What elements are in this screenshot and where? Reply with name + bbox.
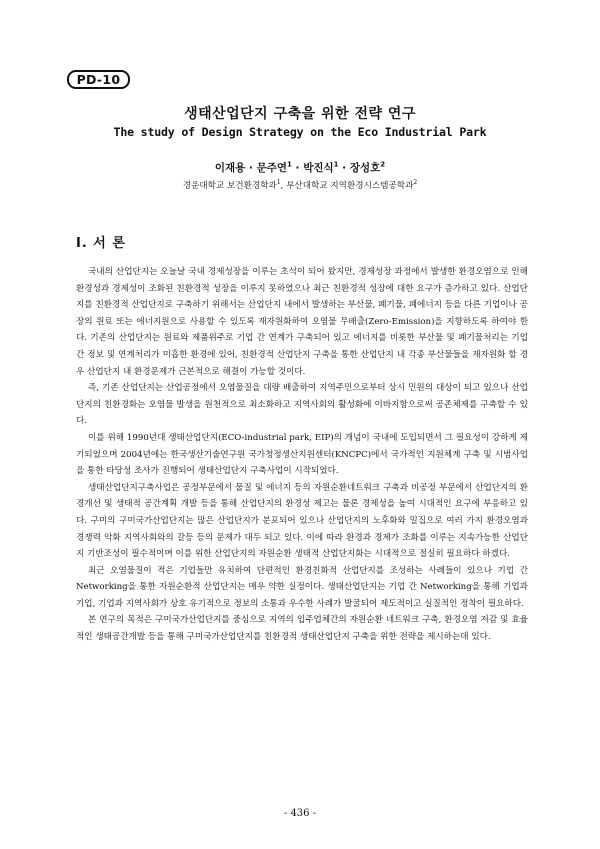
- body-paragraph: 본 연구의 목적은 구미국가산업단지를 중심으로 지역의 입주업체간의 자원순환 네트워크 구축, 환경오염 저감 및 효율적인 생태공간개발 등을 통해 구미국가산업단지를 친환경적 생태산업단지 구축을 위한 전략을 제시하는데 있다.: [76, 615, 528, 643]
- author-separator: ·: [338, 162, 350, 174]
- body-paragraph: 이를 위해 1990년대 생태산업단지(ECO-industrial park, EIP)의 개념이 국내에 도입되면서 그 필요성이 강하게 제기되었으며 2004년에는 한국생산기술연구원 국가청정생산지원센터(KNCPC)에서 국가적인 지원체계 구축 및 시범사업을 통한 타당성 조사가 진행되어 생태산업단지 구축사업이 시작되었다.: [76, 432, 528, 477]
- body-paragraph: 생태산업단지구축사업은 공정부문에서 물질 및 에너지 등의 자원순환네트워크 구축과 비공정 부문에서 산업단지의 환경개선 및 생태적 공간계획 개발 등을 통해 산업단지의 환경성 제고는 물론 경제성을 높여 시대적인 요구에 부응하고 있다. 구미의 구미국가산업단지는 많은 산업단지가 분포되어 있으나 산업단지의 노후화와 밀집으로 여러 가지 환경오염과 경쟁력 악화 지역사회와의 갈등 등의 문제가 대두 되고 있다. 이에 따라 환경과 경제가 조화를 이루는 지속가능한 산업단지 기반조성이 필수적이며 이를 위한 산업단지의 자원순환 생태적 산업단지화는 시대적으로 절실히 필요하다 하겠다.: [76, 482, 528, 560]
- author-separator: ·: [291, 162, 304, 174]
- body-paragraph: 즉, 기존 산업단지는 산업공정에서 오염물질을 대량 배출하여 지역주민으로부터 상시 민원의 대상이 되고 있으나 산업단지의 친환경화는 오염물 발생을 원천적으로 최소화하고 지역사회의 활성화에 이바지함으로써 공존체제를 구축할 수 있다.: [76, 383, 528, 427]
- author-name: 박진식: [303, 162, 334, 174]
- author-separator: ·: [245, 162, 257, 174]
- body-paragraph: 국내의 산업단지는 오늘날 국내 경제성장을 이루는 초석이 되어 왔지만, 경제성장 과정에서 발생한 환경오염으로 인해 환경성과 경제성이 조화된 친환경적 성장을 이루지 못하였으나 최근 친환경적 성장에 대한 요구가 증가하고 있다. 산업단지를 친환경적 산업단지로 구축하기 위해서는 산업단지 내에서 발생하는 부산물, 폐기물, 폐에너지 등을 다른 기업이나 공장의 원료 또는 에너지원으로 사용할 수 있도록 재자원화하여 오염물 무배출(Zero-Emission)을 지향하도록 하여야 한다. 기존의 산업단지는 원료와 제품위주로 기업 간 연계가 구축되어 있고 에너지를 비롯한 부산물 및 폐기물처리는 기업 간 정보 및 연계처리가 미흡한 환경에 있어, 친환경적 산업단지 구축을 통한 산업단지 내 각종 부산물들을 재자원화 할 경우 산업단지 내 환경문제가 근본적으로 해결이 가능할 것이다.: [76, 267, 528, 377]
- paper-code-badge: PD-10: [67, 70, 130, 89]
- author-name: 이재용: [214, 162, 246, 174]
- title-english: The study of Design Strategy on the Eco Industrial Park: [113, 125, 487, 139]
- author-affiliation-marker: 1: [287, 160, 292, 169]
- affiliation-primary: 경운대학교 보건환경학과: [182, 181, 277, 191]
- author-affiliation-marker: 2: [380, 160, 386, 169]
- body-text: [76, 264, 528, 646]
- title-korean: 생태산업단지 구축을 위한 전략 연구: [184, 106, 416, 122]
- author-list: [0, 160, 600, 175]
- author-name: 문주연: [256, 162, 288, 174]
- author-affiliation-marker: 1: [333, 160, 339, 169]
- affiliation-marker: 1: [276, 179, 281, 187]
- page-number: - 436 -: [283, 808, 317, 819]
- affiliation-secondary: , 부산대학교 지역환경시스템공학과: [280, 181, 414, 191]
- affiliation-marker: 2: [413, 179, 418, 187]
- section-heading: Ⅰ. 서 론: [76, 236, 126, 251]
- author-name: 장성호: [349, 162, 381, 174]
- affiliation-line: [0, 179, 600, 191]
- body-paragraph: 최근 오염물질이 적은 기업들만 유치하여 단편적인 환경친화적 산업단지를 조성하는 사례들이 있으나 기업 간 Networking을 통한 자원순환적 산업단지는 매우 약한 실정이다. 생태산업단지는 기업 간 Networking을 통해 기업과 기업, 기업과 지역사회가 상호 유기적으로 정보의 소통과 우수한 사례가 발굴되어 제도적이고 실질적인 정착이 필요하다.: [76, 565, 528, 609]
